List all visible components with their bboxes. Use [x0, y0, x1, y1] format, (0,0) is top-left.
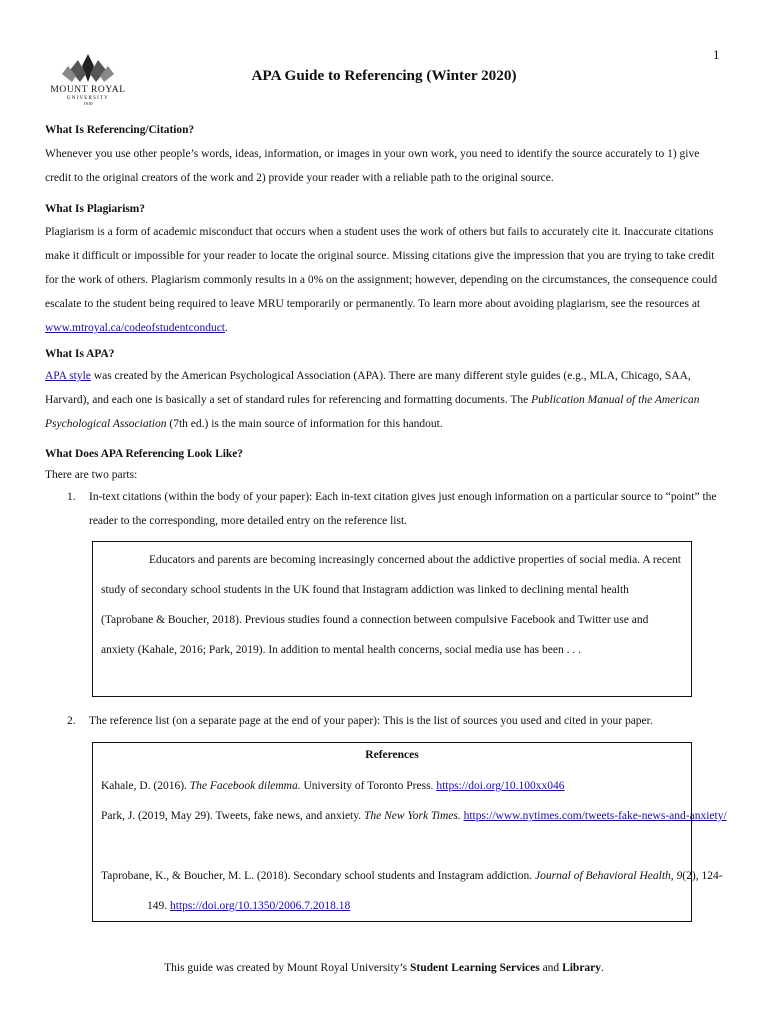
- reference-item: [101, 861, 731, 921]
- footer-text: .: [601, 962, 604, 974]
- ref-title: The New York Times.: [364, 810, 461, 822]
- paragraph-referencing: Whenever you use other people’s words, ideas, information, or images in your own work, you need to identify the source accurately to 1) give credit to the original creators of the work and 2) provide your reader with a reliable path to the original source.: [45, 148, 700, 184]
- example-in-text-box: [92, 541, 692, 697]
- footer-text: and: [539, 962, 563, 974]
- plagiarism-text: Plagiarism is a form of academic misconduct that occurs when a student uses the work of others but fails to accurately cite it. Inaccurate citations make it difficult or impossible for your reader to locate the original source. Missing citations give the impression that you are trying to take credit for the work of others. Plagiarism commonly results in a 0% on the assignment; however, depending on the circumstances, the consequence could escalate to the student being required to leave MRU temporarily or permanently. To learn more about avoiding plagiarism, see the resources at: [45, 226, 718, 310]
- logo-line3: 1910: [83, 101, 93, 106]
- footer-text: This guide was created by Mount Royal University’s: [164, 962, 410, 974]
- example-paragraph: Educators and parents are becoming increasingly concerned about the addictive properties of social media. A recent study of secondary school students in the UK found that Instagram addiction was linked to declining mental health (Taprobane & Boucher, 2018). Previous studies found a connection between compulsive Facebook and Twitter use and anxiety (Kahale, 2016; Park, 2019). In addition to mental health concerns, social media use has been . . .: [101, 554, 681, 656]
- reference-item: [101, 771, 731, 801]
- ref-text: Kahale, D. (2016).: [101, 780, 190, 792]
- apa-text-2: (7th ed.) is the main source of information for this handout.: [166, 418, 443, 430]
- plagiarism-end: .: [225, 322, 228, 334]
- ref-text: University of Toronto Press.: [300, 780, 437, 792]
- ref-doi-link[interactable]: https://doi.org/10.100xx046: [436, 780, 565, 792]
- ref-text: Park, J. (2019, May 29). Tweets, fake news, and anxiety.: [101, 810, 364, 822]
- conduct-link[interactable]: www.mtroyal.ca/codeofstudentconduct: [45, 322, 226, 334]
- heading-referencing: What Is Referencing/Citation?: [45, 124, 195, 136]
- ref-text: Taprobane, K., & Boucher, M. L. (2018). Secondary school students and Instagram addiction.: [101, 870, 536, 882]
- apa-style-link[interactable]: APA style: [45, 370, 91, 382]
- list-item-2: The reference list (on a separate page at the end of your paper): This is the list of sources you used and cited in your paper.: [89, 715, 653, 727]
- paragraph-apa: [45, 364, 725, 436]
- reference-item: [101, 801, 731, 831]
- list-number-2: 2.: [67, 715, 76, 727]
- ref-title: Journal of Behavioral Health, 9: [535, 870, 683, 882]
- heading-look: What Does APA Referencing Look Like?: [45, 448, 243, 460]
- references-heading: References: [365, 749, 419, 761]
- footer-library: Library: [562, 962, 602, 974]
- page-title: APA Guide to Referencing (Winter 2020): [251, 67, 517, 84]
- ref-text: (2), 124-149.: [147, 870, 723, 912]
- logo-line1: MOUNT ROYAL: [50, 85, 126, 95]
- page-number: 1: [713, 47, 720, 62]
- intro-two-parts: There are two parts:: [45, 469, 138, 481]
- ref-title: The Facebook dilemma.: [189, 780, 301, 792]
- paragraph-plagiarism: [45, 220, 725, 340]
- reference-list-box: [92, 742, 727, 922]
- list-number-1: 1.: [67, 491, 76, 503]
- logo-line2: UNIVERSITY: [67, 96, 109, 101]
- footer-credit: [0, 962, 768, 974]
- apa-manual-title: Publication Manual of the American Psychological Association: [45, 394, 700, 430]
- heading-apa: What Is APA?: [45, 348, 115, 360]
- heading-plagiarism: What Is Plagiarism?: [45, 203, 145, 215]
- ref-url-link[interactable]: https://www.nytimes.com/tweets-fake-news-and-anxiety/: [463, 810, 727, 822]
- apa-text-1: was created by the American Psychological Association (APA). There are many different style guides (e.g., MLA, Chicago, SAA, Harvard), and each one is basically a set of standard rules for referencing and formatting documents. The: [45, 370, 691, 406]
- list-item-1: In-text citations (within the body of your paper): Each in-text citation gives just enough information on a particular source to “point” the reader to the corresponding, more detailed entry on the reference list.: [89, 491, 717, 527]
- footer-sls: Student Learning Services: [410, 962, 540, 974]
- ref-doi-link[interactable]: https://doi.org/10.1350/2006.7.2018.18: [170, 900, 351, 912]
